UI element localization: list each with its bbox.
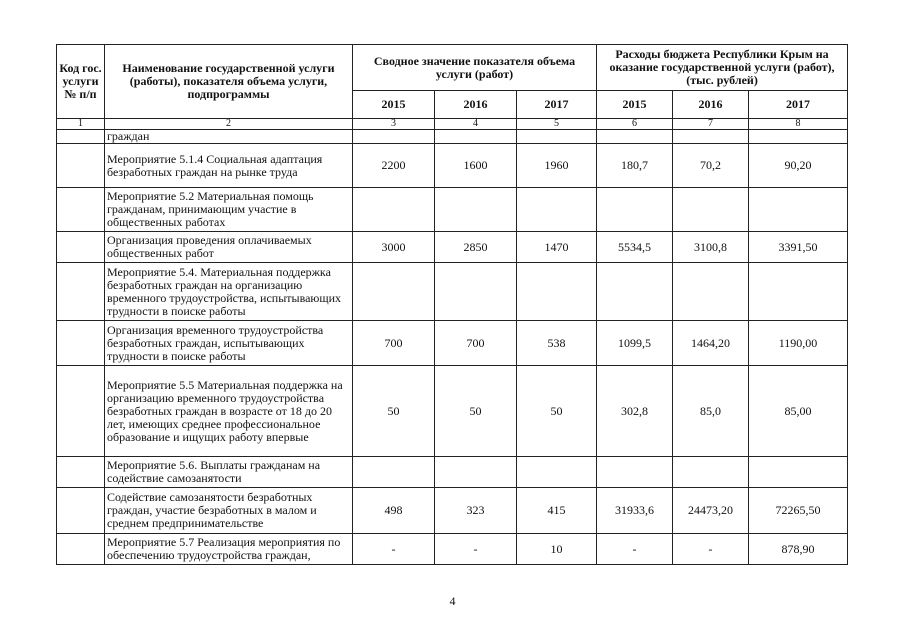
budget-2016	[673, 263, 749, 321]
row-name: Организация временного трудоустройства безработных граждан, испытывающих трудности в поиске работы	[105, 321, 353, 366]
budget-2017	[749, 263, 848, 321]
budget-2015	[597, 188, 673, 232]
volume-2017	[517, 188, 597, 232]
row-name: Содействие самозанятости безработных граждан, участие безработных в малом и среднем предпринимательстве	[105, 488, 353, 534]
volume-2015: 700	[353, 321, 435, 366]
column-number: 8	[749, 119, 848, 130]
budget-2016	[673, 457, 749, 488]
row-name: Мероприятие 5.1.4 Социальная адаптация безработных граждан на рынке труда	[105, 144, 353, 188]
budget-2017: 3391,50	[749, 232, 848, 263]
volume-2015	[353, 130, 435, 144]
budget-2016: 70,2	[673, 144, 749, 188]
volume-2016: 2850	[435, 232, 517, 263]
row-code	[57, 457, 105, 488]
services-table	[56, 44, 848, 565]
table-row	[57, 232, 848, 263]
budget-2017	[749, 457, 848, 488]
row-name: Мероприятие 5.7 Реализация мероприятия по обеспечению трудоустройства граждан,	[105, 534, 353, 565]
budget-2017: 878,90	[749, 534, 848, 565]
volume-2016	[435, 130, 517, 144]
volume-2015: 498	[353, 488, 435, 534]
budget-2017: 1190,00	[749, 321, 848, 366]
row-code	[57, 232, 105, 263]
volume-2017: 10	[517, 534, 597, 565]
volume-2017: 538	[517, 321, 597, 366]
volume-2015	[353, 263, 435, 321]
volume-2016	[435, 263, 517, 321]
volume-2017	[517, 130, 597, 144]
header-volume-group: Сводное значение показателя объема услуги (работ)	[353, 45, 597, 91]
volume-2015: -	[353, 534, 435, 565]
row-code	[57, 366, 105, 457]
header-code: Код гос. услуги № п/п	[57, 45, 105, 119]
budget-2015: 1099,5	[597, 321, 673, 366]
volume-2017: 1960	[517, 144, 597, 188]
row-name: Мероприятие 5.6. Выплаты гражданам на содействие самозанятости	[105, 457, 353, 488]
budget-2017: 72265,50	[749, 488, 848, 534]
volume-2017: 1470	[517, 232, 597, 263]
column-number: 7	[673, 119, 749, 130]
budget-2017	[749, 130, 848, 144]
volume-2016: 50	[435, 366, 517, 457]
row-code	[57, 188, 105, 232]
budget-2016	[673, 130, 749, 144]
volume-2017	[517, 457, 597, 488]
budget-2016: 3100,8	[673, 232, 749, 263]
column-number: 1	[57, 119, 105, 130]
budget-2016: 85,0	[673, 366, 749, 457]
volume-2015: 50	[353, 366, 435, 457]
table-row	[57, 366, 848, 457]
volume-2015	[353, 457, 435, 488]
header-budget-group: Расходы бюджета Республики Крым на оказание государственной услуги (работ), (тыс. рублей)	[597, 45, 848, 91]
column-number: 3	[353, 119, 435, 130]
budget-2016: 1464,20	[673, 321, 749, 366]
budget-2015: 5534,5	[597, 232, 673, 263]
table-row	[57, 488, 848, 534]
row-name: Мероприятие 5.2 Материальная помощь гражданам, принимающим участие в общественных работах	[105, 188, 353, 232]
table-row	[57, 144, 848, 188]
column-number: 2	[105, 119, 353, 130]
budget-2016	[673, 188, 749, 232]
header-year: 2016	[673, 91, 749, 119]
row-name: граждан	[105, 130, 353, 144]
budget-2015	[597, 130, 673, 144]
volume-2015	[353, 188, 435, 232]
budget-2016: -	[673, 534, 749, 565]
volume-2016: -	[435, 534, 517, 565]
budget-2015	[597, 457, 673, 488]
budget-2017: 85,00	[749, 366, 848, 457]
budget-2015: 31933,6	[597, 488, 673, 534]
budget-2015: -	[597, 534, 673, 565]
table-row	[57, 457, 848, 488]
volume-2017: 415	[517, 488, 597, 534]
row-name: Мероприятие 5.5 Материальная поддержка на организацию временного трудоустройства безработных граждан в возрасте от 18 до 20 лет, имеющих среднее профессиональное образование и ищущих работу впервые	[105, 366, 353, 457]
volume-2016	[435, 188, 517, 232]
budget-2015: 180,7	[597, 144, 673, 188]
budget-2017	[749, 188, 848, 232]
volume-2017	[517, 263, 597, 321]
volume-2016: 1600	[435, 144, 517, 188]
row-code	[57, 534, 105, 565]
header-year: 2015	[353, 91, 435, 119]
row-name: Мероприятие 5.4. Материальная поддержка безработных граждан на организацию временного трудоустройства, испытывающих трудности в поиске работы	[105, 263, 353, 321]
table-row	[57, 188, 848, 232]
column-number: 5	[517, 119, 597, 130]
column-number: 6	[597, 119, 673, 130]
volume-2016: 700	[435, 321, 517, 366]
budget-2016: 24473,20	[673, 488, 749, 534]
column-numbers-row	[57, 119, 848, 130]
table-row	[57, 321, 848, 366]
row-name: Организация проведения оплачиваемых общественных работ	[105, 232, 353, 263]
volume-2017: 50	[517, 366, 597, 457]
table-row	[57, 263, 848, 321]
volume-2016	[435, 457, 517, 488]
row-code	[57, 130, 105, 144]
header-year: 2017	[749, 91, 848, 119]
budget-2015: 302,8	[597, 366, 673, 457]
header-year: 2015	[597, 91, 673, 119]
column-number: 4	[435, 119, 517, 130]
row-code	[57, 321, 105, 366]
budget-2015	[597, 263, 673, 321]
volume-2016: 323	[435, 488, 517, 534]
volume-2015: 3000	[353, 232, 435, 263]
row-code	[57, 144, 105, 188]
page-number: 4	[449, 594, 456, 608]
volume-2015: 2200	[353, 144, 435, 188]
header-year: 2016	[435, 91, 517, 119]
header-year: 2017	[517, 91, 597, 119]
budget-2017: 90,20	[749, 144, 848, 188]
row-code	[57, 263, 105, 321]
header-name: Наименование государственной услуги (работы), показателя объема услуги, подпрограммы	[105, 45, 353, 119]
table-row	[57, 534, 848, 565]
row-code	[57, 488, 105, 534]
table-row	[57, 130, 848, 144]
